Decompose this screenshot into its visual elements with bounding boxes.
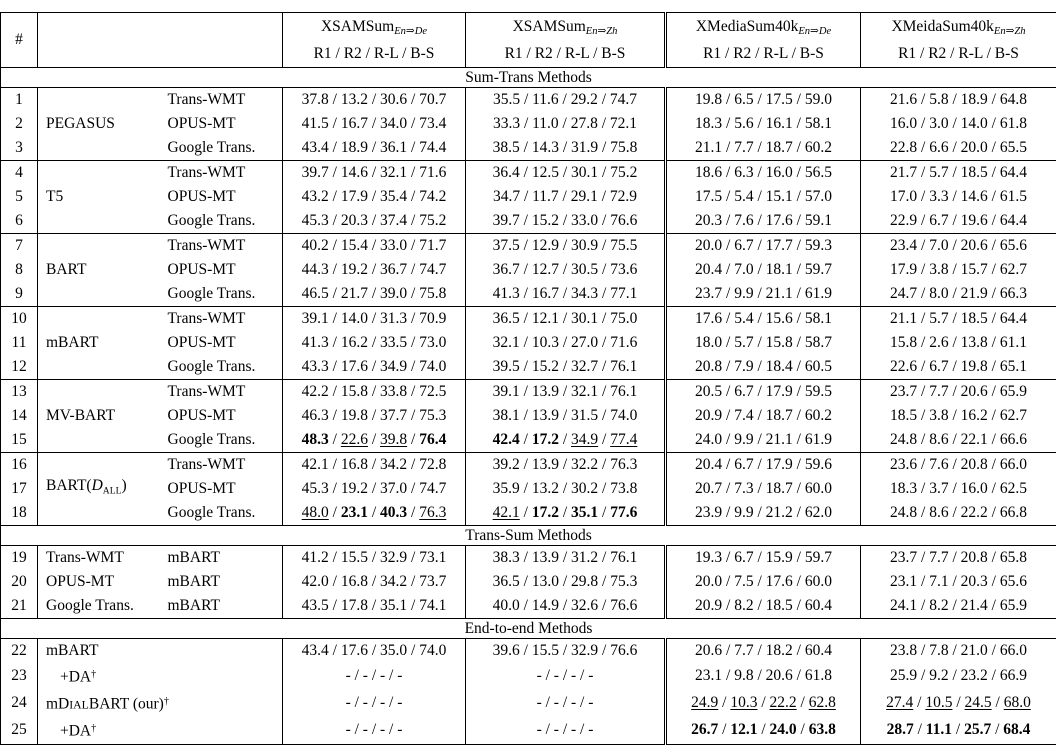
table-row (1, 428, 1056, 453)
score-cell: 17.0 / 3.3 / 14.6 / 61.5 (861, 185, 1056, 209)
section-title: Sum-Trans Methods (1, 68, 1056, 88)
table-row (1, 307, 1056, 332)
model-cell (38, 639, 283, 664)
section-row (1, 619, 1056, 639)
score-value: 24.0 (770, 721, 797, 738)
table-row (1, 477, 1056, 501)
score-cell: 18.3 / 3.7 / 16.0 / 62.5 (861, 477, 1056, 501)
translator-cell: Google Trans. (160, 501, 283, 526)
dagger-mark: † (91, 723, 96, 734)
score-cell: 41.2 / 15.5 / 32.9 / 73.1 (283, 546, 466, 571)
score-cell: 23.1 / 7.1 / 20.3 / 65.6 (861, 570, 1056, 594)
score-value: 24.9 (691, 694, 718, 711)
score-cell: - / - / - / - (466, 663, 666, 690)
score-cell: 20.6 / 7.7 / 18.2 / 60.4 (666, 639, 861, 664)
row-number-cell: 13 (1, 380, 38, 405)
table-row (1, 355, 1056, 380)
row-number-cell: 22 (1, 639, 38, 664)
score-value: 63.8 (809, 721, 836, 738)
score-cell: 41.3 / 16.2 / 33.5 / 73.0 (283, 331, 466, 355)
label-segment: +DA (60, 723, 91, 740)
row-number-cell: 20 (1, 570, 38, 594)
translator-cell: OPUS-MT (160, 477, 283, 501)
header-row (1, 13, 1056, 68)
row-number-cell: 15 (1, 428, 38, 453)
row-number-cell: 25 (1, 717, 38, 744)
score-value: 23.1 (341, 504, 368, 521)
translator-cell: Google Trans. (160, 136, 283, 161)
score-cell: 24.0 / 9.9 / 21.1 / 61.9 (666, 428, 861, 453)
dataset-name (667, 15, 860, 43)
table-row (1, 639, 1056, 664)
score-value: 24.5 (965, 694, 992, 711)
score-value: 42.1 (493, 504, 520, 521)
translator-cell: Google Trans. (160, 428, 283, 453)
results-table-body (1, 68, 1056, 745)
score-cell: 17.5 / 5.4 / 15.1 / 57.0 (666, 185, 861, 209)
score-cell: 22.8 / 6.6 / 20.0 / 65.5 (861, 136, 1056, 161)
score-cell: 39.1 / 14.0 / 31.3 / 70.9 (283, 307, 466, 332)
table-row (1, 690, 1056, 718)
table-row (1, 546, 1056, 571)
translator-cell: Google Trans. (160, 209, 283, 234)
score-cell: 39.2 / 13.9 / 32.2 / 76.3 (466, 453, 666, 478)
score-cell: - / - / - / - (466, 690, 666, 718)
table-row (1, 404, 1056, 428)
score-cell: 36.5 / 12.1 / 30.1 / 75.0 (466, 307, 666, 332)
score-cell: 23.7 / 9.9 / 21.1 / 61.9 (666, 282, 861, 307)
score-cell: 23.7 / 7.7 / 20.8 / 65.8 (861, 546, 1056, 571)
model-header (38, 13, 283, 68)
score-cell: 43.2 / 17.9 / 35.4 / 74.2 (283, 185, 466, 209)
table-row (1, 209, 1056, 234)
label-segment: D (92, 477, 103, 494)
score-value: 35.1 (571, 504, 598, 521)
table-row (1, 136, 1056, 161)
score-value: 77.4 (610, 431, 637, 448)
translator-cell: Trans-WMT (38, 546, 160, 571)
row-number-cell: 8 (1, 258, 38, 282)
score-value: 11.1 (926, 721, 952, 738)
score-cell: 42.2 / 15.8 / 33.8 / 72.5 (283, 380, 466, 405)
score-cell: 20.5 / 6.7 / 17.9 / 59.5 (666, 380, 861, 405)
score-cell: - / - / - / - (283, 663, 466, 690)
score-cell: 23.8 / 7.8 / 21.0 / 66.0 (861, 639, 1056, 664)
translator-cell: Trans-WMT (160, 380, 283, 405)
score-value: 27.4 (886, 694, 913, 711)
model-cell: mBART (160, 570, 283, 594)
row-number-cell: 3 (1, 136, 38, 161)
score-value: 68.4 (1003, 721, 1030, 738)
label-segment: MV-BART (46, 407, 115, 424)
table-row (1, 717, 1056, 744)
score-cell: 24.9 / 10.3 / 22.2 / 62.8 (666, 690, 861, 718)
score-cell: 21.1 / 5.7 / 18.5 / 64.4 (861, 307, 1056, 332)
label-segment: BART( (46, 477, 92, 494)
row-number-cell: 10 (1, 307, 38, 332)
translator-cell: OPUS-MT (38, 570, 160, 594)
score-value: 26.7 (691, 721, 718, 738)
dataset-name-text: XSAMSum (321, 18, 394, 35)
score-cell: 22.6 / 6.7 / 19.8 / 65.1 (861, 355, 1056, 380)
score-cell: 23.9 / 9.9 / 21.2 / 62.0 (666, 501, 861, 526)
results-table (0, 12, 1056, 745)
score-cell: 22.9 / 6.7 / 19.6 / 64.4 (861, 209, 1056, 234)
dataset-language-pair: En⇒Zh (586, 26, 618, 37)
score-cell: 20.0 / 6.7 / 17.7 / 59.3 (666, 234, 861, 259)
score-cell: 18.3 / 5.6 / 16.1 / 58.1 (666, 112, 861, 136)
score-value: 76.3 (419, 504, 446, 521)
translator-cell: Trans-WMT (160, 234, 283, 259)
translator-cell: Google Trans. (160, 355, 283, 380)
label-segment: ) (121, 477, 126, 494)
label-segment: PEGASUS (46, 115, 115, 132)
score-cell: 48.0 / 23.1 / 40.3 / 76.3 (283, 501, 466, 526)
score-cell: 18.5 / 3.8 / 16.2 / 62.7 (861, 404, 1056, 428)
score-value: 68.0 (1004, 694, 1031, 711)
score-cell: - / - / - / - (283, 717, 466, 744)
row-number-cell: 19 (1, 546, 38, 571)
translator-cell: Trans-WMT (160, 307, 283, 332)
dataset-name-text: XSAMSum (513, 18, 586, 35)
model-cell (38, 717, 283, 744)
score-value: 22.6 (341, 431, 368, 448)
score-cell: 20.3 / 7.6 / 17.6 / 59.1 (666, 209, 861, 234)
score-value: 34.9 (571, 431, 598, 448)
score-cell: 43.4 / 18.9 / 36.1 / 74.4 (283, 136, 466, 161)
table-row (1, 258, 1056, 282)
label-segment: mBART (46, 334, 98, 351)
score-value: 17.2 (532, 431, 559, 448)
score-cell: 36.5 / 13.0 / 29.8 / 75.3 (466, 570, 666, 594)
score-value: 77.6 (610, 504, 637, 521)
score-cell: 36.7 / 12.7 / 30.5 / 73.6 (466, 258, 666, 282)
dataset-language-pair: En⇒Zh (994, 26, 1026, 37)
dataset-header (666, 13, 861, 68)
score-cell: 43.4 / 17.6 / 35.0 / 74.0 (283, 639, 466, 664)
row-number-cell: 7 (1, 234, 38, 259)
score-cell: 20.4 / 6.7 / 17.9 / 59.6 (666, 453, 861, 478)
score-cell: 25.9 / 9.2 / 23.2 / 66.9 (861, 663, 1056, 690)
row-number-cell: 11 (1, 331, 38, 355)
model-cell (38, 453, 160, 526)
score-cell: 34.7 / 11.7 / 29.1 / 72.9 (466, 185, 666, 209)
score-cell: 17.9 / 3.8 / 15.7 / 62.7 (861, 258, 1056, 282)
score-cell: 38.3 / 13.9 / 31.2 / 76.1 (466, 546, 666, 571)
dataset-name (861, 15, 1056, 43)
table-row (1, 185, 1056, 209)
label-segment: mD (46, 695, 69, 712)
score-value: 48.0 (302, 504, 329, 521)
translator-cell: Google Trans. (38, 594, 160, 619)
table-header (1, 13, 1056, 68)
score-cell: 15.8 / 2.6 / 13.8 / 61.1 (861, 331, 1056, 355)
score-cell: 45.3 / 20.3 / 37.4 / 75.2 (283, 209, 466, 234)
score-cell: 43.5 / 17.8 / 35.1 / 74.1 (283, 594, 466, 619)
translator-cell: Trans-WMT (160, 453, 283, 478)
row-number-cell: 4 (1, 161, 38, 186)
dataset-name-text: XMediaSum40k (696, 18, 798, 35)
translator-cell: OPUS-MT (160, 112, 283, 136)
score-cell: 24.1 / 8.2 / 21.4 / 65.9 (861, 594, 1056, 619)
score-cell: 28.7 / 11.1 / 25.7 / 68.4 (861, 717, 1056, 744)
score-cell: 46.3 / 19.8 / 37.7 / 75.3 (283, 404, 466, 428)
score-cell: 23.1 / 9.8 / 20.6 / 61.8 (666, 663, 861, 690)
dagger-mark: † (91, 669, 96, 680)
score-cell: 21.6 / 5.8 / 18.9 / 64.8 (861, 88, 1056, 113)
label-segment: T5 (46, 188, 63, 205)
row-number-cell: 6 (1, 209, 38, 234)
score-value: 17.2 (532, 504, 559, 521)
score-value: 76.4 (419, 431, 446, 448)
model-cell: mBART (160, 546, 283, 571)
score-cell: 35.5 / 11.6 / 29.2 / 74.7 (466, 88, 666, 113)
translator-cell: Trans-WMT (160, 88, 283, 113)
dagger-mark: † (164, 696, 169, 707)
score-cell: 39.7 / 14.6 / 32.1 / 71.6 (283, 161, 466, 186)
row-number-header: # (1, 13, 38, 68)
table-row (1, 282, 1056, 307)
table-row (1, 88, 1056, 113)
score-cell: 21.7 / 5.7 / 18.5 / 64.4 (861, 161, 1056, 186)
score-cell: 42.1 / 16.8 / 34.2 / 72.8 (283, 453, 466, 478)
section-row (1, 526, 1056, 546)
score-cell: 43.3 / 17.6 / 34.9 / 74.0 (283, 355, 466, 380)
score-cell: 24.7 / 8.0 / 21.9 / 66.3 (861, 282, 1056, 307)
score-cell: 23.4 / 7.0 / 20.6 / 65.6 (861, 234, 1056, 259)
label-segment: +DA (60, 669, 91, 686)
score-cell: 17.6 / 5.4 / 15.6 / 58.1 (666, 307, 861, 332)
score-cell: 26.7 / 12.1 / 24.0 / 63.8 (666, 717, 861, 744)
row-number-cell: 2 (1, 112, 38, 136)
model-cell (38, 690, 283, 718)
score-cell: 20.9 / 8.2 / 18.5 / 60.4 (666, 594, 861, 619)
table-row (1, 112, 1056, 136)
score-cell: 23.7 / 7.7 / 20.6 / 65.9 (861, 380, 1056, 405)
score-cell: 37.5 / 12.9 / 30.9 / 75.5 (466, 234, 666, 259)
metrics-label: R1 / R2 / R-L / B-S (466, 43, 664, 65)
score-cell: 38.1 / 13.9 / 31.5 / 74.0 (466, 404, 666, 428)
table-row (1, 594, 1056, 619)
row-number-cell: 24 (1, 690, 38, 718)
score-cell: 40.0 / 14.9 / 32.6 / 76.6 (466, 594, 666, 619)
score-cell: - / - / - / - (283, 690, 466, 718)
label-segment: mBART (46, 642, 98, 659)
table-row (1, 453, 1056, 478)
label-segment: BART (46, 261, 86, 278)
table-row (1, 663, 1056, 690)
score-value: 42.4 (493, 431, 520, 448)
row-number-cell: 5 (1, 185, 38, 209)
score-cell: 36.4 / 12.5 / 30.1 / 75.2 (466, 161, 666, 186)
dataset-header (283, 13, 466, 68)
dataset-language-pair: En⇒De (394, 26, 427, 37)
table-row (1, 234, 1056, 259)
row-number-cell: 23 (1, 663, 38, 690)
score-cell: 42.1 / 17.2 / 35.1 / 77.6 (466, 501, 666, 526)
score-cell: 44.3 / 19.2 / 36.7 / 74.7 (283, 258, 466, 282)
score-cell: 45.3 / 19.2 / 37.0 / 74.7 (283, 477, 466, 501)
score-cell: 21.1 / 7.7 / 18.7 / 60.2 (666, 136, 861, 161)
score-cell: 19.8 / 6.5 / 17.5 / 59.0 (666, 88, 861, 113)
score-cell: 41.3 / 16.7 / 34.3 / 77.1 (466, 282, 666, 307)
table-row (1, 161, 1056, 186)
score-value: 40.3 (380, 504, 407, 521)
dataset-language-pair: En⇒De (798, 26, 831, 37)
score-cell: 41.5 / 16.7 / 34.0 / 73.4 (283, 112, 466, 136)
label-segment: IAL (69, 698, 89, 711)
score-cell: 20.9 / 7.4 / 18.7 / 60.2 (666, 404, 861, 428)
translator-cell: OPUS-MT (160, 331, 283, 355)
score-cell: 16.0 / 3.0 / 14.0 / 61.8 (861, 112, 1056, 136)
score-cell: 37.8 / 13.2 / 30.6 / 70.7 (283, 88, 466, 113)
model-cell (38, 88, 160, 161)
table-row (1, 501, 1056, 526)
score-cell: 19.3 / 6.7 / 15.9 / 59.7 (666, 546, 861, 571)
row-number-cell: 9 (1, 282, 38, 307)
row-number-cell: 21 (1, 594, 38, 619)
table-row (1, 331, 1056, 355)
score-cell: 38.5 / 14.3 / 31.9 / 75.8 (466, 136, 666, 161)
section-row (1, 68, 1056, 88)
dataset-name (283, 15, 465, 43)
score-cell: 20.4 / 7.0 / 18.1 / 59.7 (666, 258, 861, 282)
score-cell: 32.1 / 10.3 / 27.0 / 71.6 (466, 331, 666, 355)
score-cell: - / - / - / - (466, 717, 666, 744)
score-cell: 39.6 / 15.5 / 32.9 / 76.6 (466, 639, 666, 664)
model-cell (38, 234, 160, 307)
score-value: 10.5 (925, 694, 952, 711)
score-cell: 39.7 / 15.2 / 33.0 / 76.6 (466, 209, 666, 234)
row-number-cell: 16 (1, 453, 38, 478)
score-cell: 35.9 / 13.2 / 30.2 / 73.8 (466, 477, 666, 501)
score-cell: 18.0 / 5.7 / 15.8 / 58.7 (666, 331, 861, 355)
score-value: 22.2 (770, 694, 797, 711)
row-number-cell: 18 (1, 501, 38, 526)
metrics-label: R1 / R2 / R-L / B-S (283, 43, 465, 65)
translator-cell: Trans-WMT (160, 161, 283, 186)
score-cell: 48.3 / 22.6 / 39.8 / 76.4 (283, 428, 466, 453)
model-cell (38, 161, 160, 234)
metrics-label: R1 / R2 / R-L / B-S (667, 43, 860, 65)
score-cell: 27.4 / 10.5 / 24.5 / 68.0 (861, 690, 1056, 718)
score-value: 39.8 (380, 431, 407, 448)
row-number-cell: 14 (1, 404, 38, 428)
score-value: 25.7 (964, 721, 991, 738)
score-cell: 42.0 / 16.8 / 34.2 / 73.7 (283, 570, 466, 594)
score-cell: 40.2 / 15.4 / 33.0 / 71.7 (283, 234, 466, 259)
row-number-cell: 12 (1, 355, 38, 380)
score-value: 62.8 (809, 694, 836, 711)
dataset-name (466, 15, 664, 43)
score-cell: 33.3 / 11.0 / 27.8 / 72.1 (466, 112, 666, 136)
score-cell: 24.8 / 8.6 / 22.1 / 66.6 (861, 428, 1056, 453)
row-number-cell: 1 (1, 88, 38, 113)
score-value: 28.7 (887, 721, 914, 738)
score-cell: 20.7 / 7.3 / 18.7 / 60.0 (666, 477, 861, 501)
score-cell: 42.4 / 17.2 / 34.9 / 77.4 (466, 428, 666, 453)
score-value: 10.3 (730, 694, 757, 711)
score-cell: 18.6 / 6.3 / 16.0 / 56.5 (666, 161, 861, 186)
score-cell: 39.5 / 15.2 / 32.7 / 76.1 (466, 355, 666, 380)
score-value: 48.3 (302, 431, 329, 448)
section-title: Trans-Sum Methods (1, 526, 1056, 546)
row-number-cell: 17 (1, 477, 38, 501)
translator-cell: Google Trans. (160, 282, 283, 307)
label-segment: ALL (103, 486, 122, 497)
translator-cell: OPUS-MT (160, 404, 283, 428)
translator-cell: OPUS-MT (160, 185, 283, 209)
section-title: End-to-end Methods (1, 619, 1056, 639)
metrics-label: R1 / R2 / R-L / B-S (861, 43, 1056, 65)
table-row (1, 380, 1056, 405)
score-cell: 46.5 / 21.7 / 39.0 / 75.8 (283, 282, 466, 307)
translator-cell: OPUS-MT (160, 258, 283, 282)
score-cell: 24.8 / 8.6 / 22.2 / 66.8 (861, 501, 1056, 526)
model-cell: mBART (160, 594, 283, 619)
score-cell: 23.6 / 7.6 / 20.8 / 66.0 (861, 453, 1056, 478)
score-cell: 20.0 / 7.5 / 17.6 / 60.0 (666, 570, 861, 594)
table-row (1, 570, 1056, 594)
model-cell (38, 380, 160, 453)
model-cell (38, 307, 160, 380)
dataset-name-text: XMeidaSum40k (891, 18, 993, 35)
dataset-header (861, 13, 1056, 68)
score-cell: 20.8 / 7.9 / 18.4 / 60.5 (666, 355, 861, 380)
score-cell: 39.1 / 13.9 / 32.1 / 76.1 (466, 380, 666, 405)
label-segment: BART (our) (89, 695, 164, 712)
score-value: 12.1 (730, 721, 757, 738)
model-cell (38, 663, 283, 690)
dataset-header (466, 13, 666, 68)
